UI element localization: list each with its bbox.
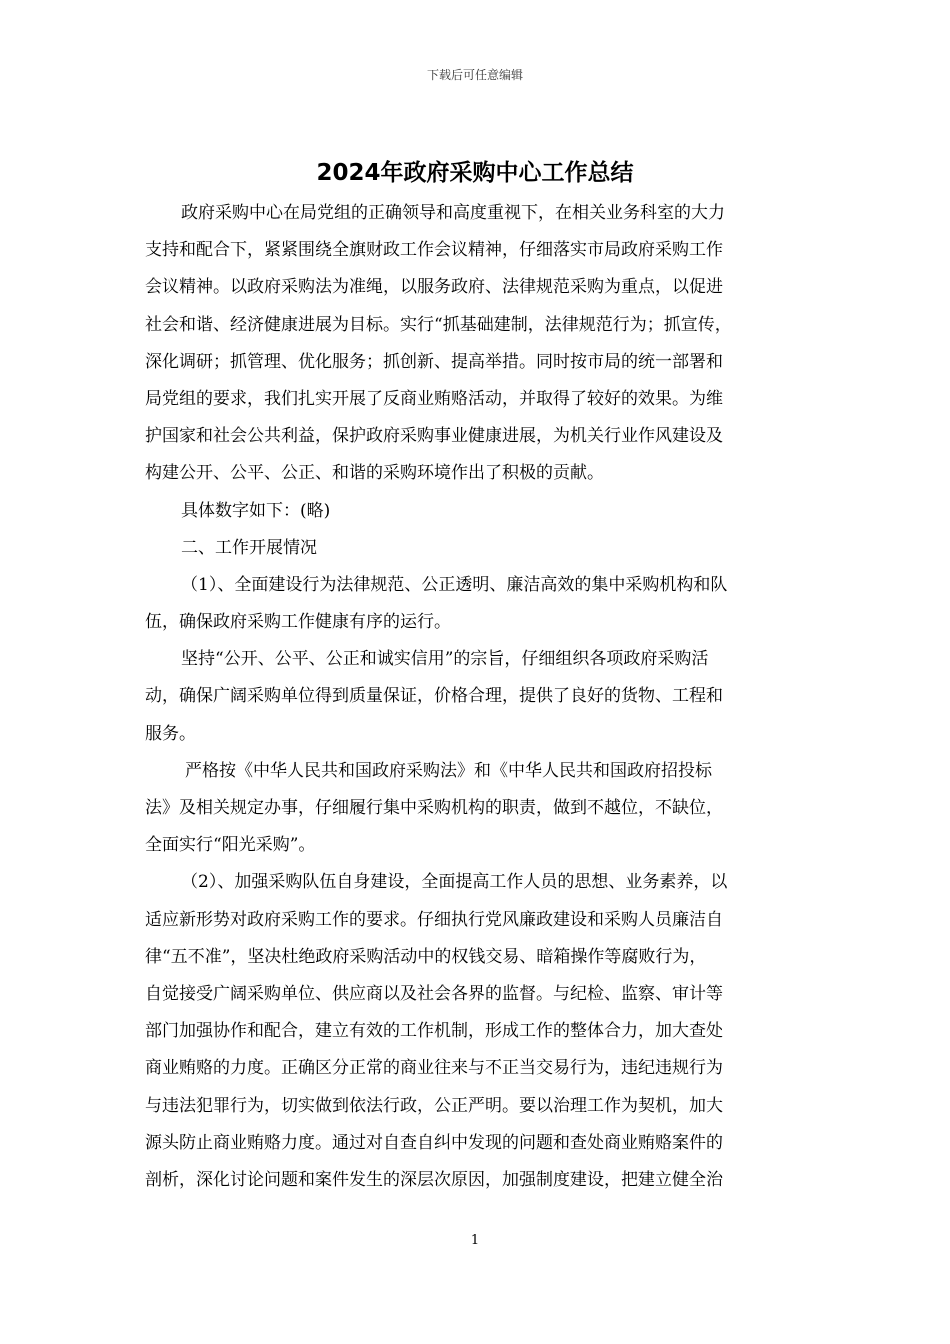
text-line: 服务。 xyxy=(145,723,196,744)
text-line: 社会和谐、经济健康进展为目标。实行“抓基础建制，法律规范行为；抓宣传， xyxy=(145,314,732,335)
page-number: 1 xyxy=(470,1233,480,1248)
text-line: 动，确保广阔采购单位得到质量保证，价格合理，提供了良好的货物、工程和 xyxy=(145,686,723,707)
text-line: 适应新形势对政府采购工作的要求。仔细执行党风廉政建设和采购人员廉洁自 xyxy=(145,909,723,930)
text-line: 源头防止商业贿赂力度。通过对自查自纠中发现的问题和查处商业贿赂案件的 xyxy=(145,1132,723,1153)
text-line: 自觉接受广阔采购单位、供应商以及社会各界的监督。与纪检、监察、审计等 xyxy=(145,983,723,1004)
text-line: 剖析，深化讨论问题和案件发生的深层次原因，加强制度建设，把建立健全治 xyxy=(145,1169,723,1190)
text-line: 深化调研；抓管理、优化服务；抓创新、提高举措。同时按市局的统一部署和 xyxy=(145,351,723,372)
text-line: 伍，确保政府采购工作健康有序的运行。 xyxy=(145,612,451,633)
text-line: 商业贿赂的力度。正确区分正常的商业往来与不正当交易行为，违纪违规行为 xyxy=(145,1058,723,1079)
text-line: 与违法犯罪行为，切实做到依法行政，公正严明。要以治理工作为契机，加大 xyxy=(145,1095,723,1116)
text-line: 政府采购中心在局党组的正确领导和高度重视下，在相关业务科室的大力 xyxy=(181,203,725,223)
text-line: 部门加强协作和配合，建立有效的工作机制，形成工作的整体合力，加大查处 xyxy=(145,1021,723,1042)
text-line: 构建公开、公平、公正、和谐的采购环境作出了积极的贡献。 xyxy=(145,463,604,484)
text-line: 局党组的要求，我们扎实开展了反商业贿赂活动，并取得了较好的效果。为维 xyxy=(145,388,723,409)
text-line: 法》及相关规定办事，仔细履行集中采购机构的职责，做到不越位，不缺位， xyxy=(145,798,723,818)
section-heading: 二、工作开展情况 xyxy=(181,537,317,558)
text-line: 具体数字如下：(略) xyxy=(181,500,331,521)
text-line: 律“五不准”，坚决杜绝政府采购活动中的权钱交易、暗箱操作等腐败行为， xyxy=(145,946,707,967)
text-line: （1）、全面建设行为法律规范、公正透明、廉洁高效的集中采购机构和队 xyxy=(181,574,728,595)
document-body xyxy=(145,195,810,1199)
text-line: 护国家和社会公共利益，保护政府采购事业健康进展，为机关行业作风建设及 xyxy=(145,426,723,447)
text-line: 全面实行“阳光采购”。 xyxy=(145,835,316,856)
text-line: 支持和配合下，紧紧围绕全旗财政工作会议精神，仔细落实市局政府采购工作 xyxy=(145,240,723,261)
text-line: （2）、加强采购队伍自身建设，全面提高工作人员的思想、业务素养，以 xyxy=(181,872,728,893)
document-title: 2024年政府采购中心工作总结 xyxy=(316,160,634,186)
text-line: 坚持“公开、公平、公正和诚实信用”的宗旨，仔细组织各项政府采购活 xyxy=(181,649,709,670)
text-line: 严格按《中华人民共和国政府采购法》和《中华人民共和国政府招投标 xyxy=(185,760,712,781)
text-line: 会议精神。以政府采购法为准绳，以服务政府、法律规范采购为重点，以促进 xyxy=(145,277,723,298)
page-header-note: 下载后可任意编辑 xyxy=(426,68,523,82)
